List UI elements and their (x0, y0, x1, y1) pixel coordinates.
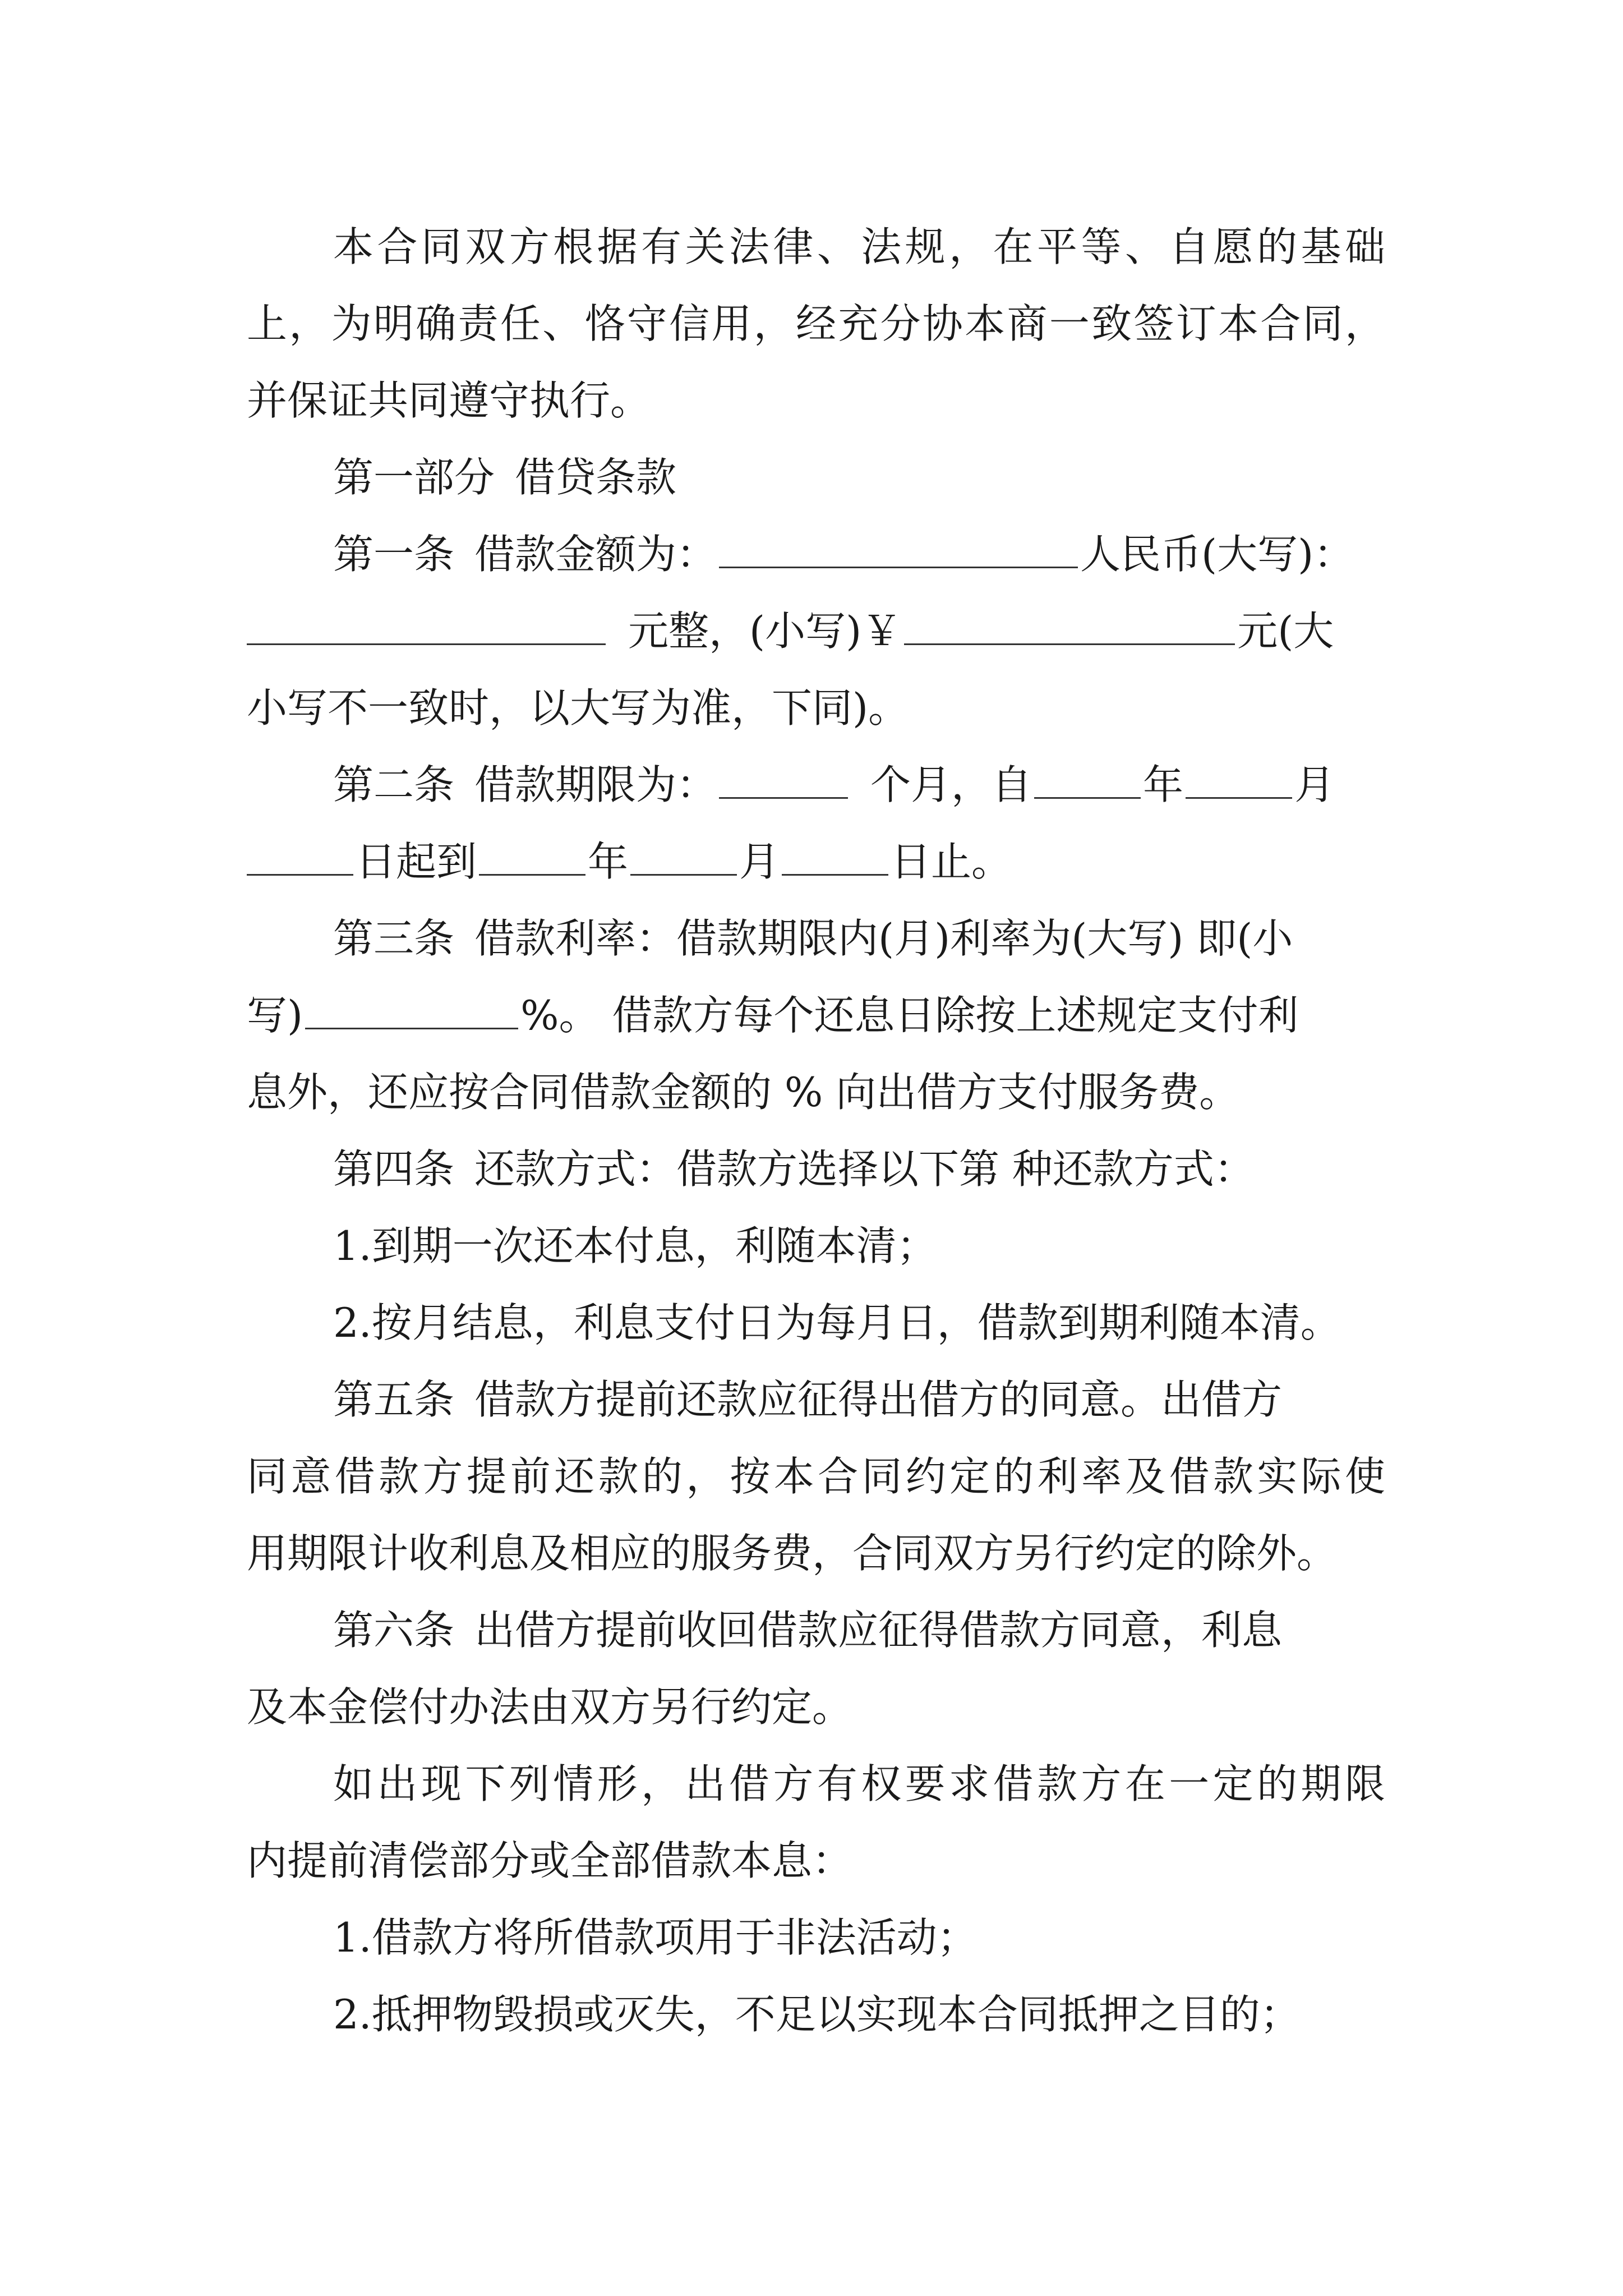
text: 元整，(小写)￥ (628, 608, 902, 655)
text: 出借方提前收回借款应征得借款方同意，利息 (474, 1607, 1283, 1654)
article-2-line-1 (247, 747, 1385, 823)
text: 日止。 (891, 838, 1012, 885)
text: 还款方式：借款方选择以下第 种还款方式： (474, 1145, 1255, 1193)
fill-in-blank[interactable] (904, 604, 1235, 645)
section-title: 借贷条款 (515, 454, 677, 501)
article-number: 第三条 (333, 915, 455, 962)
paragraph-preamble-line-2 (247, 286, 1385, 362)
text: 借款利率：借款期限内(月)利率为(大写) 即(小 (474, 915, 1293, 962)
article-number: 第二条 (333, 761, 455, 808)
text: 月 (739, 838, 780, 885)
text: 如出现下列情形，出借方有权要求借款方在一定的期限 (333, 1760, 1385, 1807)
text: 借款方提前还款应征得出借方的同意。出借方 (474, 1376, 1283, 1423)
article-5-line-3 (247, 1515, 1385, 1592)
text: 及本金偿付办法由双方另行约定。 (247, 1683, 853, 1731)
text: 本合同双方根据有关法律、法规，在平等、自愿的基础 (333, 223, 1385, 270)
clause-early-repayment-line-1 (247, 1746, 1385, 1823)
article-number: 第四条 (333, 1145, 455, 1193)
text: 小写不一致时，以大写为准，下同)。 (247, 684, 909, 731)
article-number: 第一条 (333, 531, 455, 578)
text: 内提前清偿部分或全部借款本息： (247, 1837, 853, 1884)
clause-item-1 (247, 1899, 1385, 1976)
article-2-line-2 (247, 823, 1385, 900)
article-4-option-2 (247, 1285, 1385, 1361)
article-3-line-3 (247, 1054, 1385, 1131)
clause-item-2 (247, 1976, 1385, 2053)
text: 同意借款方提前还款的，按本合同约定的利率及借款实际使 (247, 1453, 1385, 1500)
text: 日起到 (356, 838, 477, 885)
text: 2.抵押物毁损或灭失，不足以实现本合同抵押之目的； (333, 1991, 1301, 2038)
article-number: 第五条 (333, 1376, 455, 1423)
fill-in-blank[interactable] (719, 758, 848, 799)
article-4-line-1 (247, 1131, 1385, 1208)
clause-early-repayment-line-2 (247, 1823, 1385, 1899)
text: 上，为明确责任、恪守信用，经充分协本商一致签订本合同， (247, 300, 1385, 347)
text: 用期限计收利息及相应的服务费，合同双方另行约定的除外。 (247, 1530, 1338, 1577)
paragraph-preamble-line-1 (247, 209, 1385, 286)
article-4-option-1 (247, 1208, 1385, 1285)
article-6-line-1 (247, 1592, 1385, 1669)
fill-in-blank[interactable] (479, 835, 585, 876)
text: 并保证共同遵守执行。 (247, 377, 651, 424)
text: 息外，还应按合同借款金额的 % 向出借方支付服务费。 (247, 1069, 1240, 1116)
fill-in-blank[interactable] (1186, 758, 1292, 799)
fill-in-blank[interactable] (782, 835, 888, 876)
fill-in-blank[interactable] (719, 527, 1078, 568)
article-1-line-3 (247, 670, 1385, 747)
text: 年 (588, 838, 629, 885)
fill-in-blank[interactable] (1034, 758, 1141, 799)
text: 写) (247, 992, 303, 1039)
text: 月 (1294, 761, 1335, 808)
paragraph-preamble-line-3 (247, 362, 1385, 439)
article-5-line-2 (247, 1438, 1385, 1515)
text: 个月，自 (870, 761, 1032, 808)
text: %。 借款方每个还息日除按上述规定支付利 (520, 992, 1299, 1039)
text: 1.到期一次还本付息，利随本清； (333, 1222, 937, 1269)
text: 年 (1143, 761, 1184, 808)
article-5-line-1 (247, 1361, 1385, 1438)
article-3-line-2 (247, 977, 1385, 1054)
text: 1.借款方将所借款项用于非法活动； (333, 1914, 978, 1961)
text: 借款金额为： (474, 531, 717, 578)
fill-in-blank[interactable] (247, 604, 606, 645)
fill-in-blank[interactable] (305, 988, 518, 1029)
text: 借款期限为： (474, 761, 717, 808)
article-1-line-2 (247, 593, 1385, 670)
article-6-line-2 (247, 1669, 1385, 1746)
section-heading-part-one (247, 439, 1385, 516)
text: 元(大 (1237, 608, 1334, 655)
article-3-line-1 (247, 900, 1385, 977)
article-number: 第六条 (333, 1607, 455, 1654)
fill-in-blank[interactable] (630, 835, 737, 876)
text: 2.按月结息，利息支付日为每月日，借款到期利随本清。 (333, 1299, 1341, 1346)
text: 人民币(大写)： (1080, 531, 1354, 578)
contract-body (247, 209, 1385, 2053)
article-1-line-1 (247, 516, 1385, 593)
section-number: 第一部分 (333, 454, 495, 501)
fill-in-blank[interactable] (247, 835, 353, 876)
